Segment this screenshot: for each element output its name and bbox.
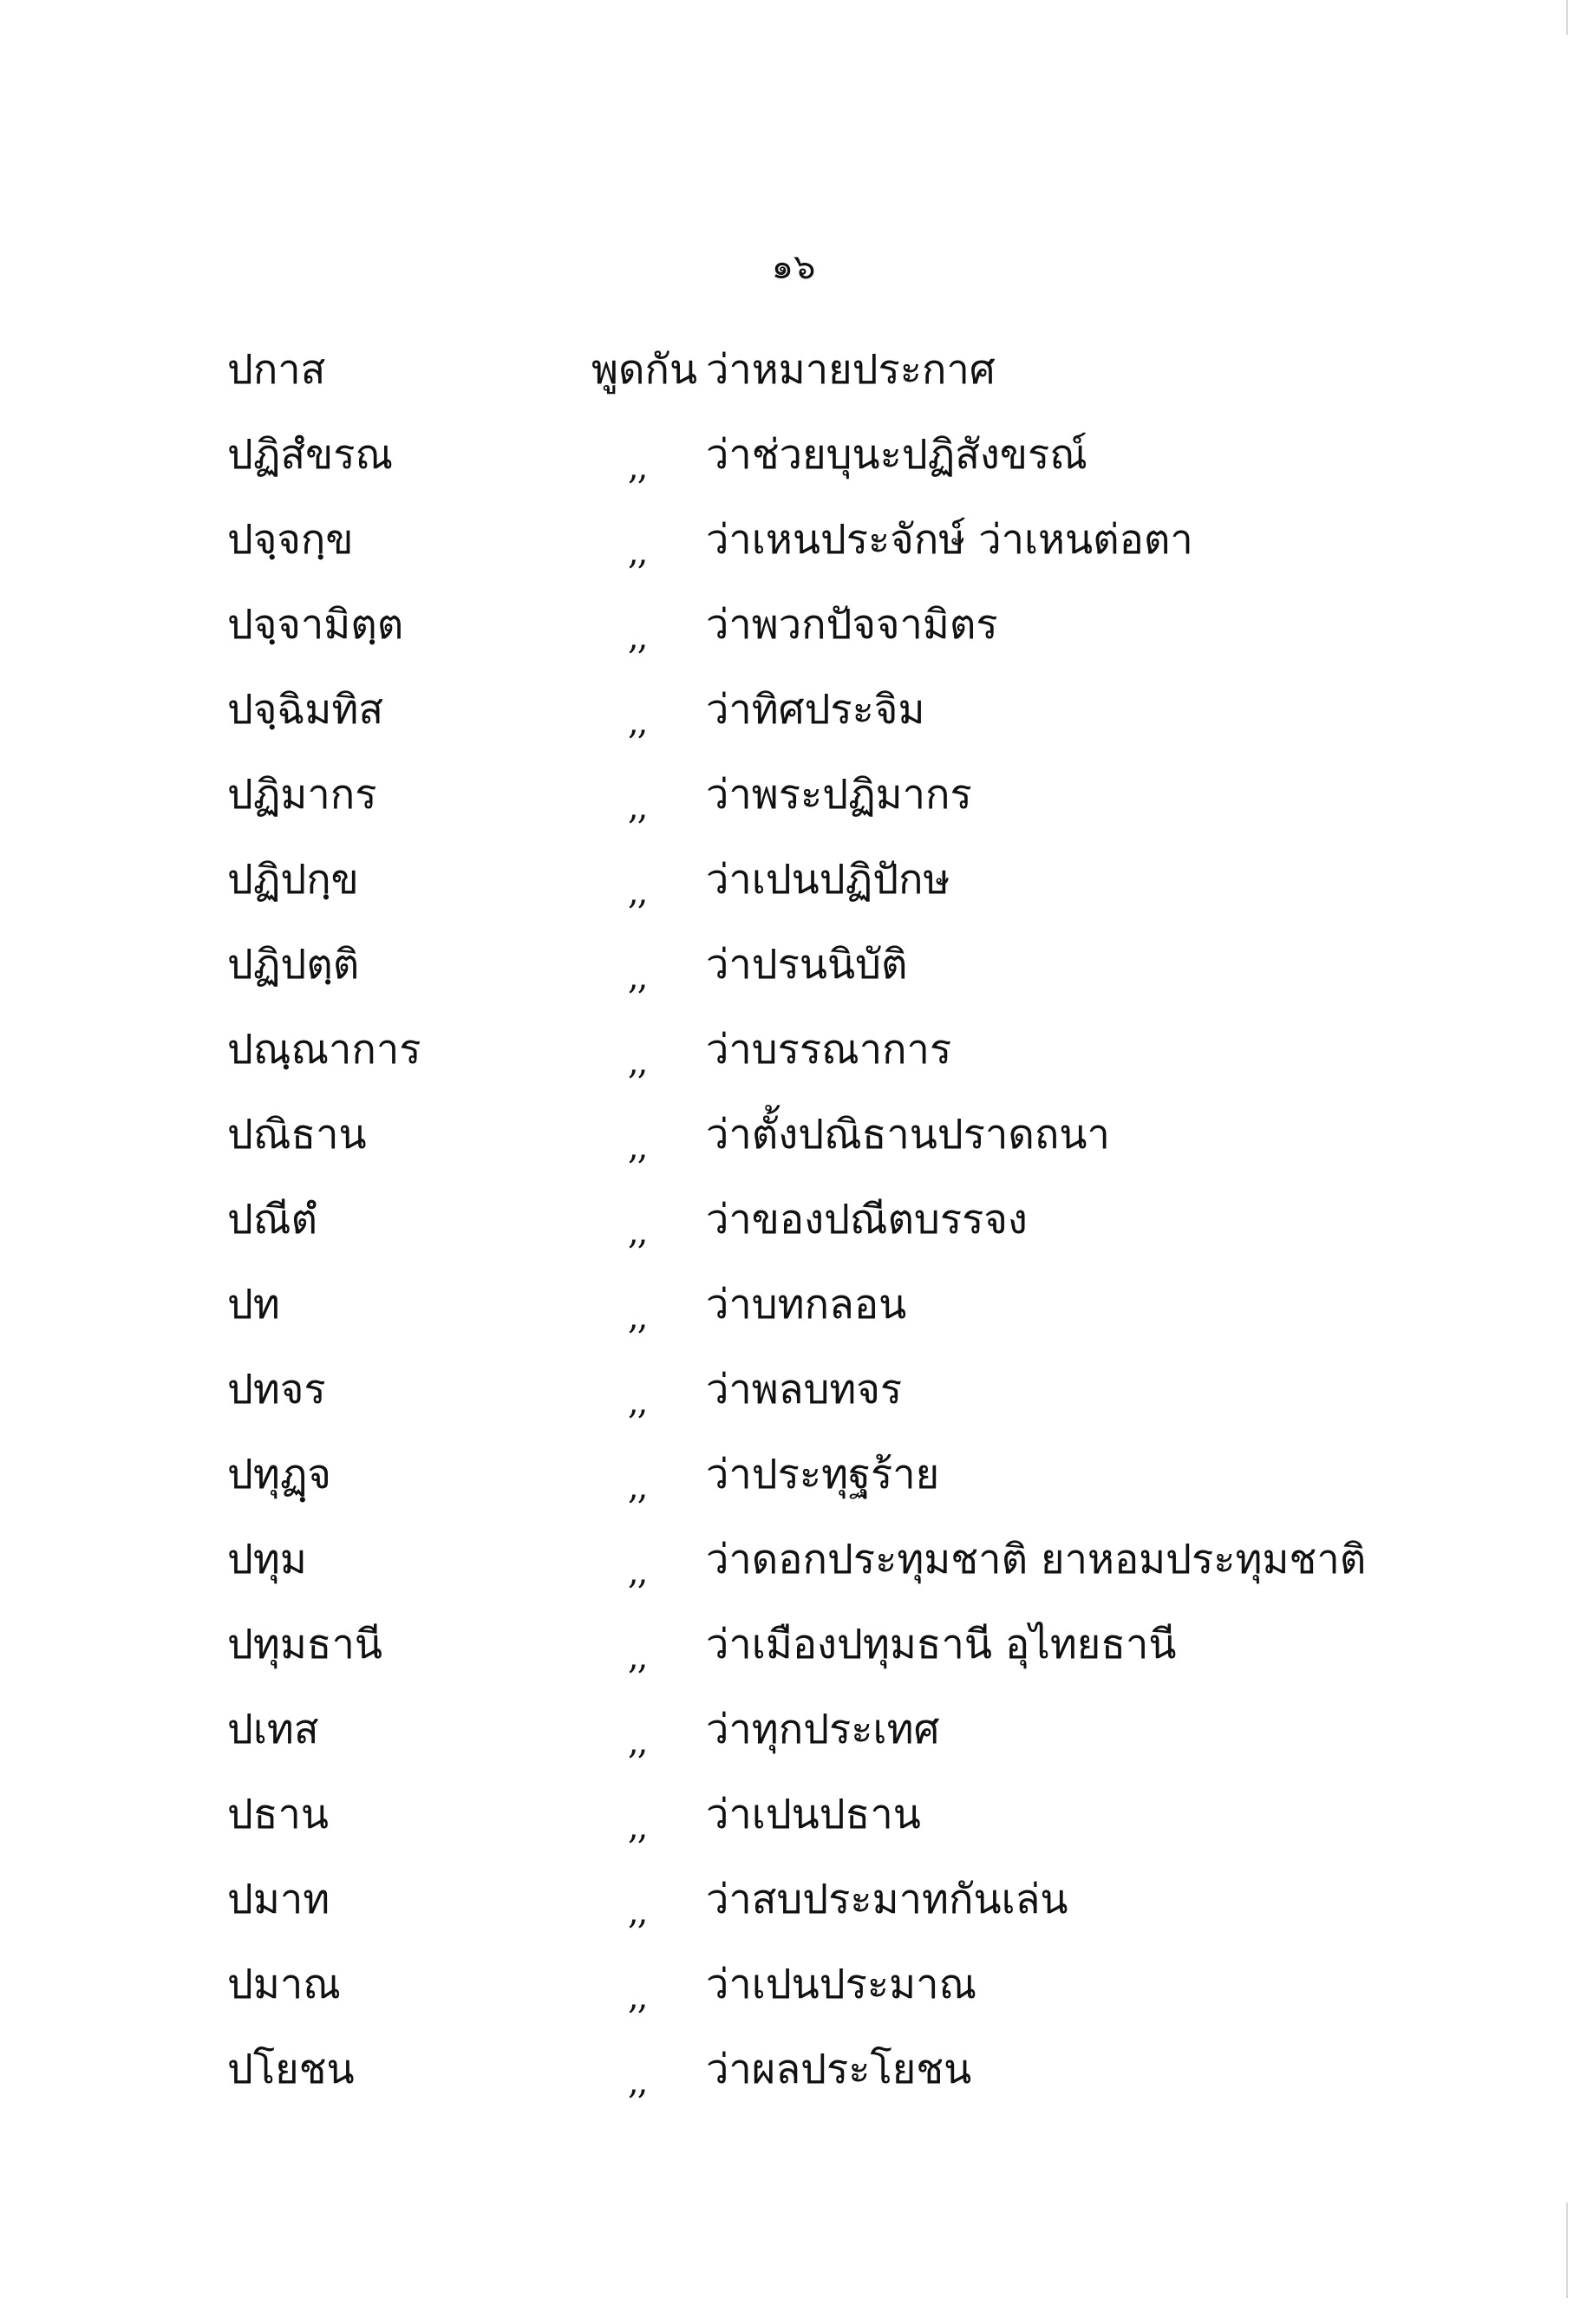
entry-gloss: ว่าพวกปัจจามิตร — [706, 601, 998, 649]
ditto-mark: ,, — [628, 1722, 647, 1762]
entry-prefix: พูดกัน — [591, 346, 698, 394]
glossary-entry — [227, 1785, 1441, 1870]
glossary-entry — [227, 680, 1441, 765]
entry-gloss: ว่าทุกประเทศ — [706, 1706, 940, 1753]
glossary-entry — [227, 510, 1441, 595]
glossary-entry — [227, 1955, 1441, 2040]
glossary-list — [227, 340, 1441, 2125]
entry-gloss: ว่าเมืองปทุมธานี อุไทยธานี — [706, 1621, 1177, 1668]
entry-gloss: ว่าเปนประมาณ — [706, 1961, 977, 2008]
entry-term: ปทจร — [227, 1366, 326, 1413]
entry-term: ปมาณ — [227, 1961, 341, 2008]
ditto-mark: ,, — [628, 1637, 647, 1677]
entry-term: ปฏิมากร — [227, 771, 377, 819]
entry-term: ปโยชน — [227, 2046, 355, 2093]
entry-term: ปจฺจามิตฺต — [227, 601, 404, 649]
entry-gloss: ว่าปรนนิบัติ — [706, 941, 908, 989]
entry-term: ปฏิปกฺข — [227, 856, 359, 904]
entry-term: ปท — [227, 1281, 280, 1328]
ditto-mark: ,, — [628, 1382, 647, 1422]
entry-gloss: ว่าของปณีตบรรจง — [706, 1196, 1028, 1244]
ditto-mark: ,, — [628, 1977, 647, 2017]
ditto-mark: ,, — [628, 1297, 647, 1337]
entry-term: ปกาส — [227, 346, 326, 394]
glossary-entry — [227, 935, 1441, 1020]
entry-gloss: ว่าดอกประทุมชาติ ยาหอมประทุมชาติ — [706, 1536, 1367, 1583]
page-number: ๑๖ — [771, 247, 816, 287]
glossary-entry — [227, 2040, 1441, 2125]
ditto-mark: ,, — [628, 2062, 647, 2102]
ditto-mark: ,, — [628, 1042, 647, 1082]
glossary-entry — [227, 425, 1441, 510]
entry-gloss: ว่าทิศประจิม — [706, 686, 925, 734]
glossary-entry — [227, 1020, 1441, 1105]
ditto-mark: ,, — [628, 957, 647, 997]
entry-term: ปณิธาน — [227, 1111, 367, 1159]
entry-term: ปจฺจกฺข — [227, 516, 354, 564]
ditto-mark: ,, — [628, 787, 647, 827]
entry-term: ปทุมธานี — [227, 1621, 383, 1668]
entry-term: ปจฺฉิมทิส — [227, 686, 384, 734]
entry-gloss: ว่าประทุฐร้าย — [706, 1451, 940, 1498]
entry-gloss: ว่าผลประโยชน — [706, 2046, 972, 2093]
entry-gloss: ว่าพลบทจร — [706, 1366, 903, 1413]
entry-gloss: ว่าเปนปธาน — [706, 1791, 921, 1838]
glossary-entry — [227, 1275, 1441, 1360]
entry-gloss: ว่าบรรณาการ — [706, 1026, 952, 1074]
scan-edge-mark — [1566, 2203, 1568, 2298]
entry-term: ปธาน — [227, 1791, 330, 1838]
glossary-entry — [227, 595, 1441, 680]
ditto-mark: ,, — [628, 1127, 647, 1167]
scan-edge-mark — [1566, 0, 1568, 35]
glossary-entry — [227, 1105, 1441, 1190]
ditto-mark: ,, — [628, 1892, 647, 1932]
entry-gloss: ว่าเหนประจักษ์ ว่าเหนต่อตา — [706, 516, 1193, 564]
glossary-entry — [227, 1700, 1441, 1785]
entry-term: ปฏิสํขรณ — [227, 431, 394, 479]
ditto-mark: ,, — [628, 532, 647, 572]
entry-term: ปทุม — [227, 1536, 307, 1583]
entry-term: ปฏิปตฺติ — [227, 941, 360, 989]
entry-term: ปทุฏฺจ — [227, 1451, 331, 1498]
ditto-mark: ,, — [628, 447, 647, 487]
ditto-mark: ,, — [628, 702, 647, 742]
glossary-entry — [227, 1360, 1441, 1445]
glossary-entry — [227, 850, 1441, 935]
entry-gloss: ว่าช่วยบุนะปฏิสังขรณ์ — [706, 431, 1087, 479]
glossary-entry — [227, 1530, 1441, 1615]
glossary-entry — [227, 1445, 1441, 1530]
ditto-mark: ,, — [628, 1212, 647, 1252]
ditto-mark: ,, — [628, 1552, 647, 1592]
entry-gloss: ว่าบทกลอน — [706, 1281, 907, 1328]
ditto-mark: ,, — [628, 872, 647, 912]
ditto-mark: ,, — [628, 617, 647, 657]
ditto-mark: ,, — [628, 1807, 647, 1847]
entry-gloss: ว่าพระปฏิมากร — [706, 771, 972, 819]
glossary-entry — [227, 340, 1441, 425]
entry-term: ปณีตํ — [227, 1196, 317, 1244]
entry-gloss: ว่าเปนปฏิปักษ — [706, 856, 950, 904]
glossary-entry — [227, 765, 1441, 850]
entry-gloss: ว่าหมายประกาศ — [706, 346, 996, 394]
entry-term: ปเทส — [227, 1706, 319, 1753]
entry-gloss: ว่าสบประมาทกันเล่น — [706, 1876, 1068, 1923]
entry-term: ปมาท — [227, 1876, 330, 1923]
entry-gloss: ว่าตั้งปณิธานปราดถนา — [706, 1111, 1110, 1159]
ditto-mark: ,, — [628, 1467, 647, 1507]
glossary-entry — [227, 1870, 1441, 1955]
entry-term: ปณฺณาการ — [227, 1026, 421, 1074]
glossary-entry — [227, 1615, 1441, 1700]
glossary-entry — [227, 1190, 1441, 1275]
